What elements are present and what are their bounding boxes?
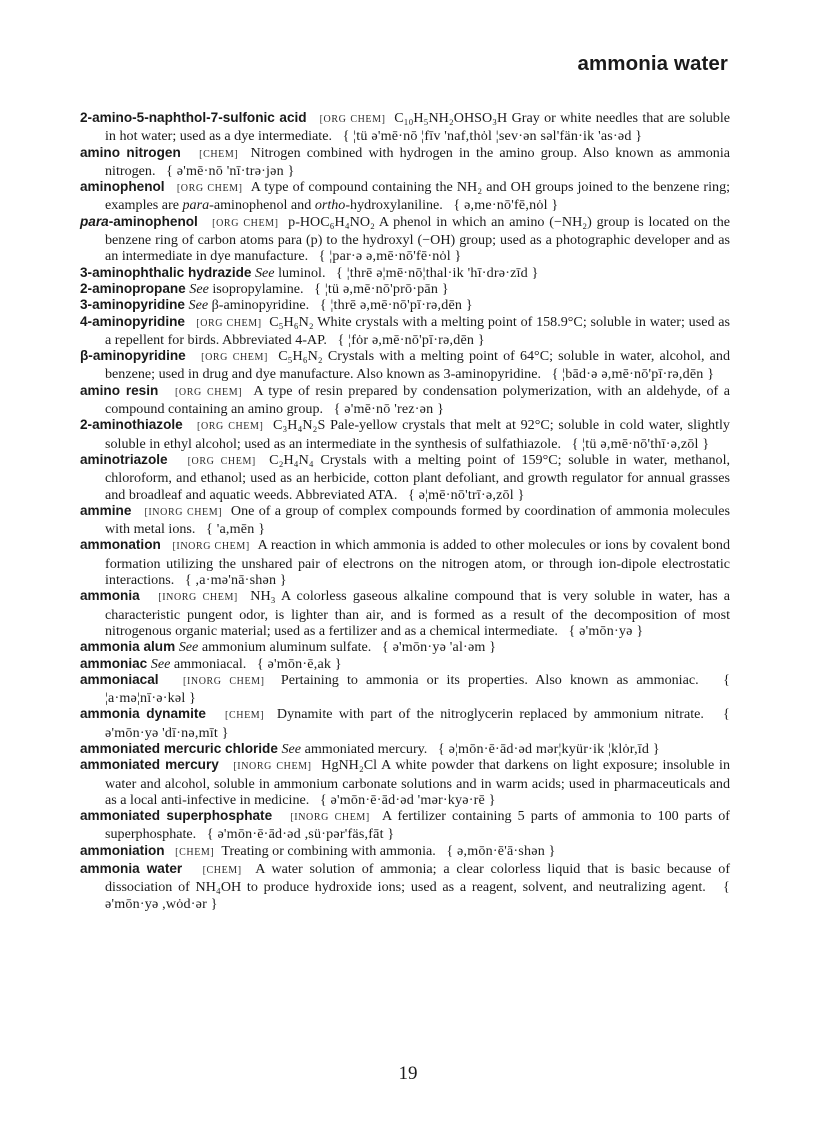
pronunciation: { ¦thrē ə¦mē·nō¦thal·ik 'hī·drə·zīd } bbox=[336, 264, 539, 281]
pronunciation: { ə'mōn·ē·ād·əd ,sü·pər'fäs,fāt } bbox=[206, 826, 395, 843]
entry-definition: Gray or white needles that are soluble in hot water; used as a dye intermediate. bbox=[105, 110, 731, 145]
pronunciation: { ə'mōn·yə 'dī·nə,mīt } bbox=[105, 706, 731, 741]
dictionary-entry bbox=[80, 348, 730, 383]
dictionary-entry bbox=[80, 843, 730, 861]
cross-reference: isopropylamine. bbox=[212, 280, 304, 297]
entry-definition: Dynamite with part of the nitroglycerin replaced by ammonium nitrate. bbox=[276, 706, 704, 723]
entry-definition: A colorless gaseous alkaline compound that is very soluble in water, has a characteristic pungent odor, is lighter than air, and is formed as a result of the decomposition of most nitrogenous organic material; used as a fertilizer and as a chemical intermediate. bbox=[105, 588, 731, 639]
dictionary-entry bbox=[80, 537, 730, 588]
subject-label: [ORG CHEM] bbox=[212, 217, 279, 229]
entry-term: ammonia alum bbox=[80, 639, 176, 655]
subject-label: [INORG CHEM] bbox=[172, 541, 250, 553]
definition-part: ortho bbox=[314, 197, 346, 214]
see-reference-label: See bbox=[178, 639, 199, 656]
subject-label: [ORG CHEM] bbox=[201, 352, 268, 364]
subject-label: [ORG CHEM] bbox=[175, 386, 243, 398]
entry-term: ammoniacal bbox=[80, 671, 159, 687]
definition-part: -aminophenol and bbox=[209, 197, 315, 214]
entry-term: 2-aminothiazole bbox=[80, 417, 183, 433]
entry-definition: A reaction in which ammonia is added to other molecules or ions by covalent bond formation utilizing the unshared pair of electrons on the nitrogen atom, or through ion-dipole electrostatic interactions. bbox=[105, 537, 731, 589]
chemical-formula: C₅H₆N₂ bbox=[269, 313, 314, 330]
definition-part: A type of compound containing the NH₂ and OH groups joined to the benzene ring; examples are bbox=[105, 179, 731, 214]
entry-term: 3-aminophthalic hydrazide bbox=[80, 264, 252, 280]
pronunciation: { ə'mōn·ē,ak } bbox=[256, 655, 342, 672]
subject-label: [CHEM] bbox=[199, 148, 239, 160]
subject-label: [INORG CHEM] bbox=[233, 761, 312, 773]
running-head: ammonia water bbox=[577, 52, 728, 75]
pronunciation: { ¦thrē ə,mē·nō'pī·rə,dēn } bbox=[319, 297, 473, 314]
dictionary-entry bbox=[80, 452, 730, 503]
entry-definition: A water solution of ammonia; a clear colorless liquid that is basic because of dissociation of NH₄OH to produce hydroxide ions; used as a reagent, solvent, and neutralizing agent. bbox=[105, 861, 731, 896]
definition-part: -hydroxylaniline. bbox=[345, 197, 443, 214]
dictionary-entry bbox=[80, 110, 730, 145]
entry-term: aminotriazole bbox=[80, 451, 168, 467]
dictionary-entry bbox=[80, 297, 730, 313]
dictionary-entry bbox=[80, 808, 730, 843]
dictionary-entry bbox=[80, 861, 730, 912]
cross-reference: ammonium aluminum sulfate. bbox=[201, 639, 372, 656]
pronunciation: { ə'mōn·ē·ād·əd 'mər·kyə·rē } bbox=[319, 791, 496, 808]
entry-term bbox=[80, 214, 198, 229]
entry-term: 3-aminopyridine bbox=[80, 297, 185, 313]
subject-label: [CHEM] bbox=[175, 846, 215, 858]
pronunciation: { ə'mōn·yə ,wȯd·ər } bbox=[105, 879, 730, 912]
pronunciation: { ¦fȯr ə,mē·nō'pī·rə,dēn } bbox=[337, 331, 485, 348]
chemical-formula: HgNH₂Cl bbox=[321, 757, 378, 774]
entry-definition: One of a group of complex compounds formed by coordination of ammonia molecules with metal ions. bbox=[105, 502, 731, 538]
entry-term: ammonia dynamite bbox=[80, 706, 206, 722]
subject-label: [INORG CHEM] bbox=[144, 506, 223, 518]
subject-label: [ORG CHEM] bbox=[196, 317, 262, 329]
subject-label: [CHEM] bbox=[202, 865, 242, 877]
entry-definition: A white powder that darkens on light exposure; insoluble in water and alcohol, soluble in ammonium carbonate solutions and in warm acids; used in pharmaceuticals and as a local anti-infective in medicine. bbox=[105, 757, 731, 808]
pronunciation: { ə'mōn·yə 'al·əm } bbox=[381, 639, 497, 656]
entry-definition: Pertaining to ammonia or its properties. Also known as ammoniac. bbox=[280, 671, 699, 688]
entry-term: amino nitrogen bbox=[80, 144, 181, 160]
entry-term: aminophenol bbox=[80, 179, 165, 195]
see-reference-label: See bbox=[189, 280, 209, 297]
dictionary-entry bbox=[80, 281, 730, 297]
pronunciation: { ə¦mē·nō'trī·ə,zōl } bbox=[407, 486, 525, 503]
dictionary-entry bbox=[80, 706, 730, 741]
subject-label: [INORG CHEM] bbox=[183, 675, 265, 687]
cross-reference: luminol. bbox=[278, 264, 326, 281]
page-number: 19 bbox=[398, 1063, 418, 1084]
see-reference-label: See bbox=[255, 264, 275, 281]
entry-definition: A type of resin prepared by condensation polymerization, with an aldehyde, of a compound containing an amino group. bbox=[105, 382, 731, 418]
entry-list bbox=[80, 110, 730, 912]
entry-term: ammoniated superphosphate bbox=[80, 808, 273, 824]
dictionary-entry bbox=[80, 656, 730, 672]
subject-label: [ORG CHEM] bbox=[197, 421, 264, 433]
dictionary-entry bbox=[80, 588, 730, 639]
dictionary-entry bbox=[80, 757, 730, 808]
pronunciation: { ¦tü ə'mē·nō ¦fīv 'naf,thȯl ¦sev·ən səl'fän·ik 'as·əd } bbox=[342, 128, 643, 145]
dictionary-entry bbox=[80, 314, 730, 349]
entry-term-rest: -aminophenol bbox=[108, 213, 198, 229]
dictionary-entry bbox=[80, 672, 730, 707]
entry-term: 4-aminopyridine bbox=[80, 313, 185, 329]
entry-term-italic: para bbox=[80, 213, 109, 229]
definition-part: para bbox=[182, 197, 210, 214]
dictionary-entry bbox=[80, 417, 730, 452]
entry-term: ammoniation bbox=[80, 842, 165, 858]
pronunciation: { ə'mē·nō 'nī·trə·jən } bbox=[166, 162, 295, 179]
entry-definition: White crystals with a melting point of 158.9°C; soluble in water; used as a repellent for birds. Abbreviated 4-AP. bbox=[105, 313, 730, 348]
entry-definition: A phenol in which an amino (−NH₂) group is located on the benzene ring of carbon atoms para (p) to the hydroxyl (−OH) group; used as a photographic developer and as an intermediate in dye manufacture. bbox=[105, 213, 731, 265]
entry-term: 2-aminopropane bbox=[80, 280, 186, 296]
entry-term: ammonia water bbox=[80, 861, 183, 877]
subject-label: [ORG CHEM] bbox=[176, 183, 243, 195]
entry-definition: A fertilizer containing 5 parts of ammonia to 100 parts of superphosphate. bbox=[105, 808, 731, 843]
subject-label: [INORG CHEM] bbox=[158, 592, 238, 604]
chemical-formula: p-HOC₆H₄NO₂ bbox=[288, 213, 375, 230]
pronunciation: { ə¦mōn·ē·ād·əd mər¦kyür·ik ¦klȯr,īd } bbox=[437, 740, 660, 757]
subject-label: [ORG CHEM] bbox=[319, 114, 386, 125]
subject-label: [CHEM] bbox=[225, 710, 265, 722]
chemical-formula: NH₃ bbox=[250, 588, 276, 605]
entry-definition: Crystals with a melting point of 159°C; soluble in water, methanol, chloroform, and ethanol; used as an herbicide, cotton plant defoliant, and growth regulator for annual grasses and broadleaf and aquatic weeds. Abbreviated ATA. bbox=[105, 451, 731, 503]
pronunciation: { ¦tü ə,mē·nō'prō·pān } bbox=[314, 280, 449, 297]
dictionary-entry bbox=[80, 214, 730, 265]
entry-term: amino resin bbox=[80, 382, 159, 398]
subject-label: [INORG CHEM] bbox=[290, 812, 370, 824]
entry-term: ammonia bbox=[80, 588, 140, 604]
subject-label: [ORG CHEM] bbox=[187, 455, 256, 467]
see-reference-label: See bbox=[188, 297, 209, 314]
entry-definition: Treating or combining with ammonia. bbox=[221, 842, 436, 859]
dictionary-entry bbox=[80, 145, 730, 180]
entry-definition: Crystals with a melting point of 64°C; soluble in water, alcohol, and benzene; used in drug and dye manufacture. Also known as 3-aminopyridine. bbox=[105, 348, 730, 383]
entry-term: ammoniated mercury bbox=[80, 757, 219, 773]
pronunciation: { ¦a·mə¦nī·ə·kəl } bbox=[105, 671, 731, 707]
pronunciation: { ə,me·nō'fē,nȯl } bbox=[453, 197, 559, 214]
pronunciation: { ə'mē·nō 'rez·ən } bbox=[333, 401, 445, 418]
entry-term: β-aminopyridine bbox=[80, 348, 186, 364]
see-reference-label: See bbox=[150, 655, 171, 672]
pronunciation: { ¦tü ə,mē·nō'thī·ə,zōl } bbox=[571, 435, 710, 452]
dictionary-entry bbox=[80, 503, 730, 538]
cross-reference: β-aminopyridine. bbox=[211, 297, 310, 314]
entry-definition: Nitrogen combined with hydrogen in the amino group. Also known as ammonia nitrogen. bbox=[105, 144, 730, 179]
chemical-formula: C₃H₄N₂S bbox=[272, 417, 326, 434]
dictionary-entry bbox=[80, 639, 730, 655]
entry-term: ammoniated mercuric chloride bbox=[80, 740, 278, 756]
cross-reference: ammoniacal. bbox=[173, 655, 247, 672]
chemical-formula: C₁₀H₅NH₂OHSO₃H bbox=[394, 110, 508, 126]
chemical-formula: C₅H₆N₂ bbox=[278, 348, 323, 365]
see-reference-label: See bbox=[281, 740, 302, 757]
dictionary-entry bbox=[80, 265, 730, 281]
entry-definition: Pale-yellow crystals that melt at 92°C; soluble in cold water, slightly soluble in ethyl alcohol; used as an intermediate in the synthesis of sulfathiazole. bbox=[105, 417, 730, 452]
pronunciation: { ¦par·ə ə,mē·nō'fē·nȯl } bbox=[318, 248, 462, 265]
entry-term: ammine bbox=[80, 502, 132, 518]
dictionary-entry bbox=[80, 179, 730, 214]
pronunciation: { ə'mōn·yə } bbox=[568, 622, 644, 639]
entry-term: ammoniac bbox=[80, 655, 148, 671]
pronunciation: { 'a,mēn } bbox=[206, 521, 266, 538]
pronunciation: { ,a·mə'nā·shən } bbox=[184, 572, 287, 589]
dictionary-entry bbox=[80, 741, 730, 757]
pronunciation: { ə,mōn·ē'ā·shən } bbox=[446, 842, 556, 859]
dictionary-entry bbox=[80, 383, 730, 418]
chemical-formula: C₂H₄N₄ bbox=[269, 451, 314, 468]
pronunciation: { ¦bād·ə ə,mē·nō'pī·rə,dēn } bbox=[551, 366, 715, 383]
entry-term: 2-amino-5-naphthol-7-sulfonic acid bbox=[80, 110, 307, 125]
entry-term: ammonation bbox=[80, 537, 161, 553]
cross-reference: ammoniated mercury. bbox=[304, 740, 428, 757]
